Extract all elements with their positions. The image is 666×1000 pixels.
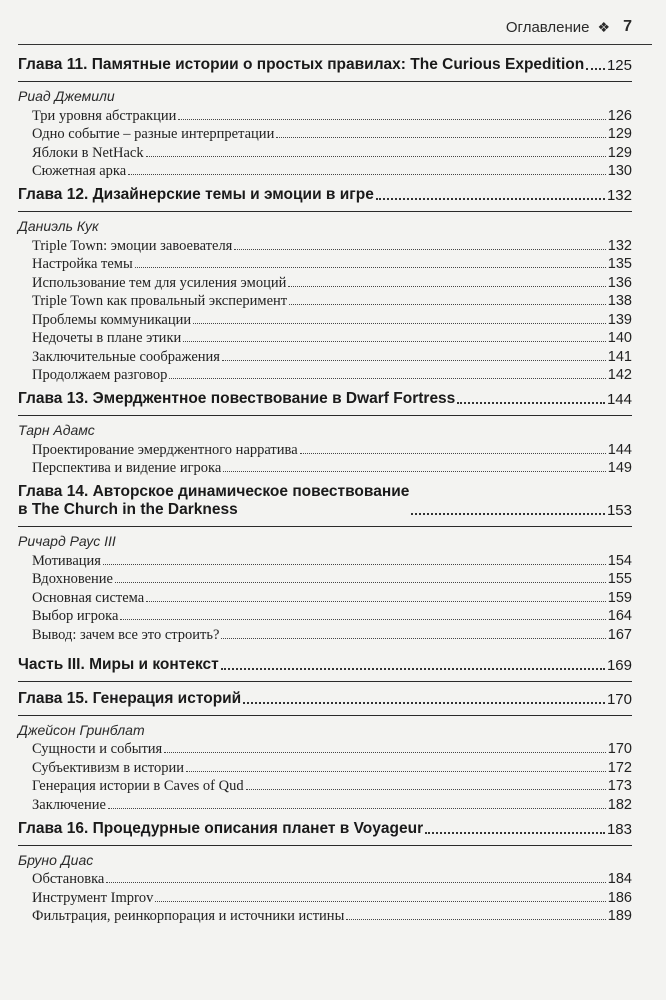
- toc-entry[interactable]: Сущности и события 170: [32, 741, 632, 757]
- chapter-12-entries: [18, 236, 632, 384]
- chapter-page: 144: [606, 391, 632, 408]
- chapter-13-heading[interactable]: [18, 390, 632, 416]
- toc-entry[interactable]: Продолжаем разговор 142: [32, 367, 632, 383]
- chapter-author: Ричард Раус III: [18, 533, 116, 549]
- toc-entry[interactable]: Основная система 159: [32, 589, 632, 606]
- chapter-title: Глава 15. Генерация историй: [18, 689, 242, 707]
- toc-entry[interactable]: Перспектива и видение игрока 149: [32, 460, 632, 476]
- leader-dots: [243, 702, 605, 704]
- chapter-title-line1: Глава 14. Авторское динамическое повествование: [18, 483, 410, 500]
- chapter-page: 125: [606, 57, 632, 74]
- chapter-13-entries: [18, 440, 632, 477]
- toc-entry[interactable]: Субъективизм в истории 172: [32, 759, 632, 776]
- toc-entry[interactable]: Проектирование эмерджентного нарратива 144: [32, 441, 632, 458]
- toc-entry[interactable]: Инструмент Improv 186: [32, 889, 632, 906]
- toc-entry[interactable]: Triple Town: эмоции завоевателя 132: [32, 237, 632, 254]
- chapter-page: 153: [606, 502, 632, 519]
- chapter-14-entries: [18, 551, 632, 644]
- toc-entry[interactable]: Фильтрация, реинкорпорация и источники истины 189: [32, 908, 632, 924]
- toc-entry[interactable]: Проблемы коммуникации 139: [32, 311, 632, 328]
- leader-dots: [376, 198, 605, 200]
- toc-entry[interactable]: Заключительные соображения 141: [32, 348, 632, 365]
- toc-entry[interactable]: Заключение 182: [32, 796, 632, 813]
- toc-entry[interactable]: Выбор игрока 164: [32, 608, 632, 624]
- chapter-16-entries: [18, 870, 632, 926]
- toc-entry[interactable]: Сюжетная арка 130: [32, 163, 632, 179]
- chapter-title: Глава 11. Памятные истории о простых правилах: The Curious Expedition: [18, 56, 585, 73]
- toc-entry[interactable]: Яблоки в NetHack 129: [32, 144, 632, 161]
- leader-dots: [586, 68, 605, 70]
- toc-entry[interactable]: Вдохновение 155: [32, 571, 632, 587]
- chapter-title: Глава 16. Процедурные описания планет в Voyageur: [18, 819, 424, 837]
- toc-entry[interactable]: Одно событие – разные интерпретации 129: [32, 126, 632, 142]
- chapter-author: Тарн Адамс: [18, 422, 95, 438]
- header-rule: [18, 44, 652, 45]
- chapter-16-heading[interactable]: [18, 820, 632, 846]
- toc-entry[interactable]: Использование тем для усиления эмоций 136: [32, 274, 632, 291]
- chapter-title-line2: в The Church in the Darkness: [18, 501, 238, 518]
- toc-entry[interactable]: Обстановка 184: [32, 871, 632, 887]
- section-title: Оглавление: [505, 18, 590, 36]
- leader-dots: [457, 402, 605, 404]
- toc-entry[interactable]: Три уровня абстракции 126: [32, 107, 632, 124]
- chapter-author: Джейсон Гринблат: [18, 721, 145, 738]
- leader-dots: [425, 832, 605, 834]
- part-3-heading[interactable]: [18, 656, 632, 682]
- part-page: 169: [606, 656, 632, 674]
- chapter-11-heading[interactable]: [18, 56, 632, 82]
- chapter-14-heading[interactable]: [18, 483, 632, 527]
- chapter-title: Глава 13. Эмерджентное повествование в Dwarf Fortress: [18, 390, 456, 407]
- chapter-15-heading[interactable]: [18, 690, 632, 716]
- leader-dots: [221, 668, 605, 670]
- part-title: Часть III. Миры и контекст: [18, 655, 219, 673]
- toc-entry[interactable]: Настройка темы 135: [32, 256, 632, 272]
- toc-entry[interactable]: Вывод: зачем все это строить? 167: [32, 626, 632, 643]
- chapter-page: 183: [606, 820, 632, 838]
- running-header: [506, 18, 632, 36]
- chapter-11-entries: [18, 106, 632, 180]
- chapter-page: 132: [606, 187, 632, 204]
- chapter-author: Даниэль Кук: [18, 218, 99, 234]
- chapter-title: Глава 12. Дизайнерские темы и эмоции в игре: [18, 186, 374, 203]
- toc-entry[interactable]: Triple Town как провальный эксперимент 138: [32, 293, 632, 309]
- toc-entry[interactable]: Мотивация 154: [32, 552, 632, 569]
- chapter-12-heading[interactable]: [18, 186, 632, 212]
- chapter-15-entries: [18, 740, 632, 814]
- toc-entry[interactable]: Недочеты в плане этики 140: [32, 330, 632, 346]
- leader-dots: [411, 513, 605, 515]
- page-number: 7: [623, 18, 632, 35]
- table-of-contents: [18, 56, 632, 931]
- chapter-author: Риад Джемили: [18, 88, 115, 104]
- toc-entry[interactable]: Генерация истории в Caves of Qud 173: [32, 778, 632, 794]
- chapter-page: 170: [606, 690, 632, 708]
- ornament-icon: ❖: [597, 18, 610, 35]
- chapter-author: Бруно Диас: [18, 851, 94, 868]
